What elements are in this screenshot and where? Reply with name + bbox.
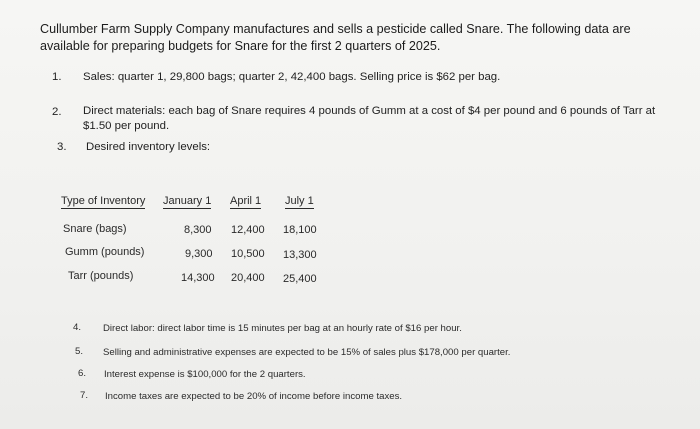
problem-intro: Cullumber Farm Supply Company manufactures and sells a pesticide called Snare. The following data are available for preparing budgets for Snare for the first 2 quarters of 2025. bbox=[40, 22, 631, 53]
table-cell: 25,400 bbox=[283, 273, 317, 285]
table-cell: Tarr (pounds) bbox=[68, 270, 134, 282]
item-number: 7. bbox=[80, 390, 89, 401]
item-text: Direct labor: direct labor time is 15 minutes per bag at an hourly rate of $16 per hour. bbox=[103, 323, 462, 334]
item-number: 2. bbox=[52, 106, 62, 118]
table-cell: 13,300 bbox=[283, 249, 317, 261]
table-cell: 14,300 bbox=[181, 272, 215, 284]
table-cell: 9,300 bbox=[185, 248, 213, 260]
table-header: January 1 bbox=[163, 195, 212, 207]
item-text: Direct materials: each bag of Snare requires 4 pounds of Gumm at a cost of $4 per pound and 6 pounds of Tarr at $1.50 per pound. bbox=[83, 105, 656, 132]
item-text: Sales: quarter 1, 29,800 bags; quarter 2, 42,400 bags. Selling price is $62 per bag. bbox=[83, 71, 501, 83]
table-header: Type of Inventory bbox=[61, 195, 146, 207]
item-number: 1. bbox=[52, 71, 62, 83]
item-text: Interest expense is $100,000 for the 2 quarters. bbox=[104, 369, 306, 380]
table-header: July 1 bbox=[285, 195, 314, 207]
table-cell: 12,400 bbox=[231, 224, 265, 236]
item-text: Selling and administrative expenses are expected to be 15% of sales plus $178,000 per quarter. bbox=[103, 347, 511, 358]
table-cell: Snare (bags) bbox=[63, 223, 127, 235]
table-cell: 18,100 bbox=[283, 224, 317, 236]
table-header: April 1 bbox=[230, 195, 262, 207]
table-cell: 10,500 bbox=[231, 248, 265, 260]
table-cell: 8,300 bbox=[184, 224, 212, 236]
item-text: Income taxes are expected to be 20% of income before income taxes. bbox=[105, 391, 403, 402]
item-number: 4. bbox=[73, 322, 82, 333]
item-number: 5. bbox=[75, 346, 84, 357]
table-cell: Gumm (pounds) bbox=[65, 246, 145, 258]
item-number: 6. bbox=[78, 368, 87, 379]
table-cell: 20,400 bbox=[231, 272, 265, 284]
item-text: Desired inventory levels: bbox=[86, 141, 211, 153]
item-number: 3. bbox=[57, 141, 67, 153]
